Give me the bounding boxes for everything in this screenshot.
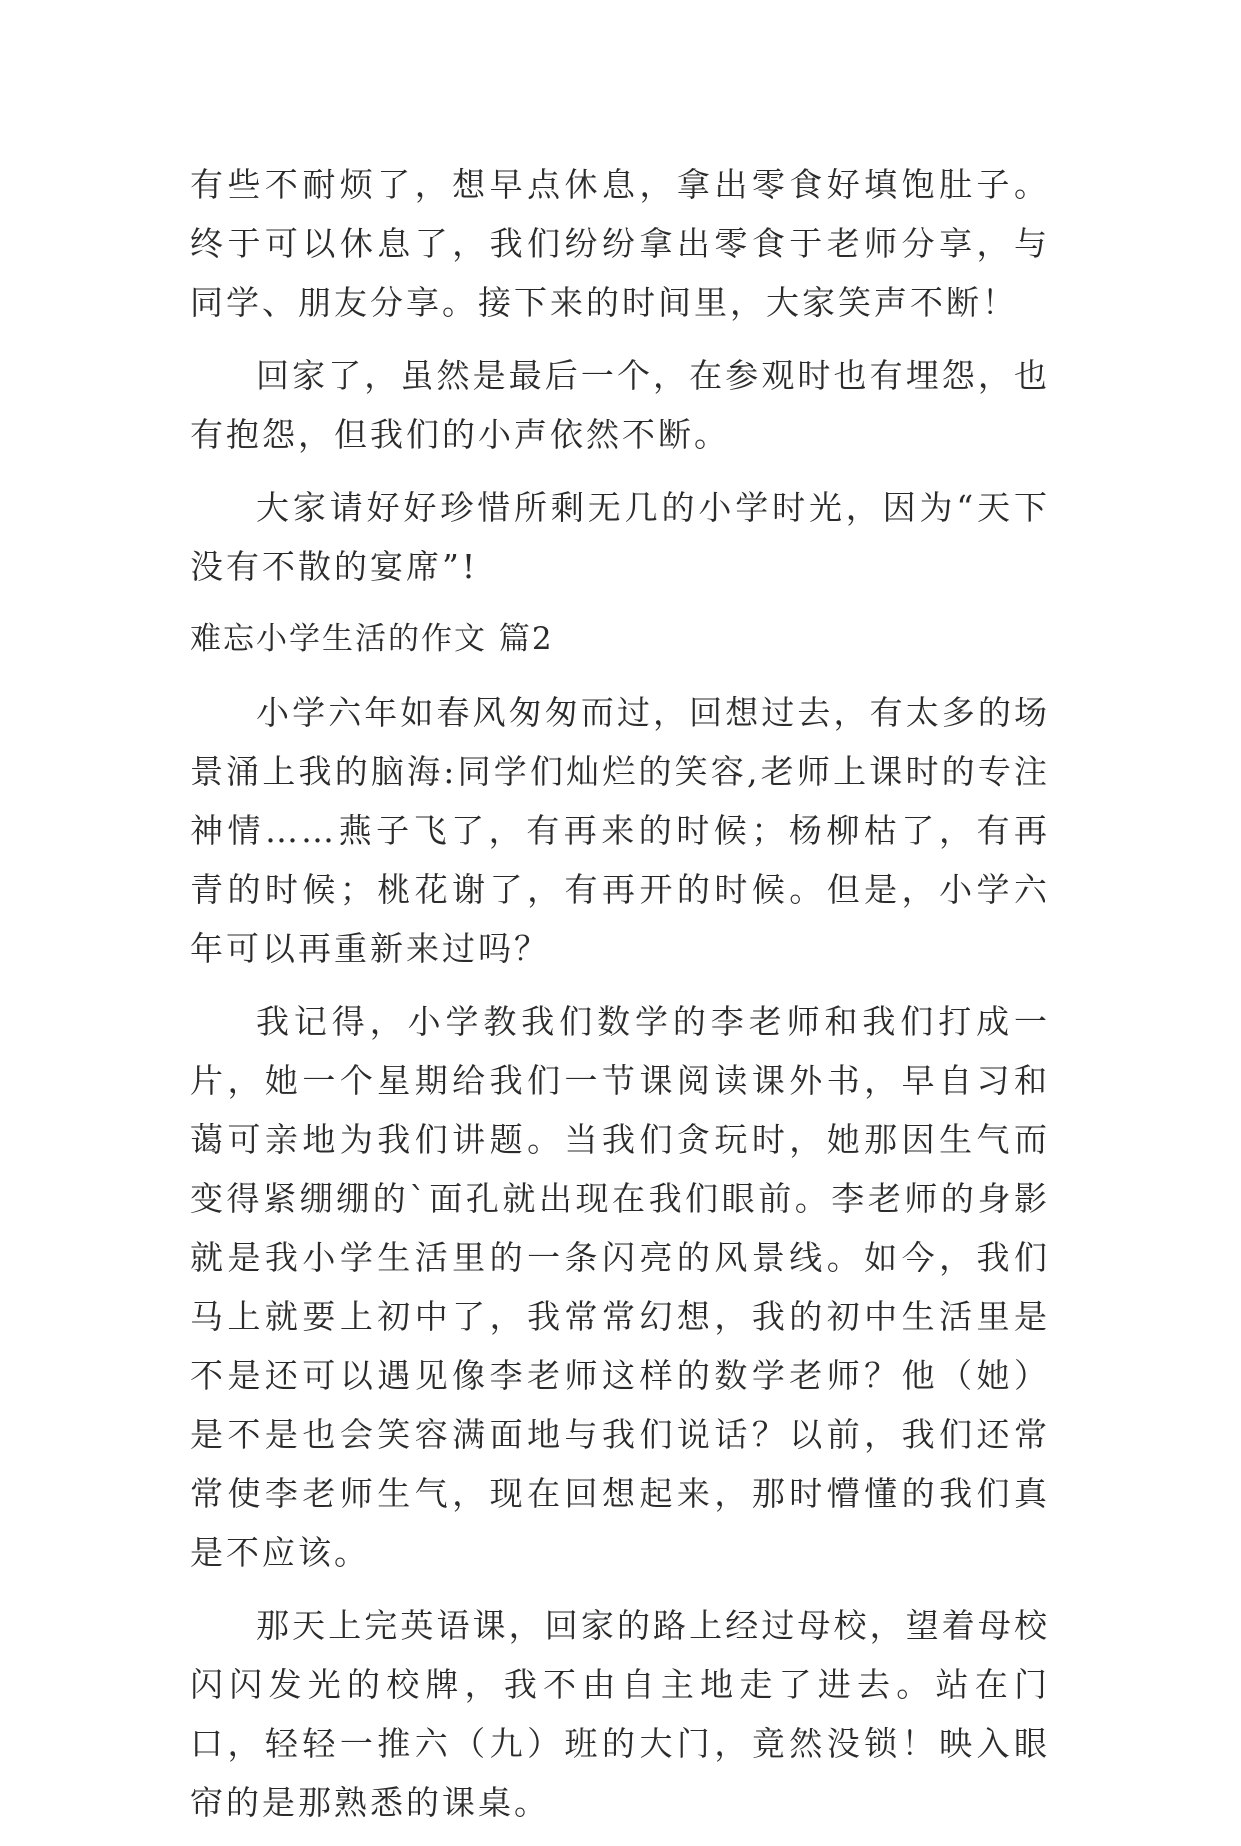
paragraph-teacher-li: 我记得，小学教我们数学的李老师和我们打成一片，她一个星期给我们一节课阅读课外书，早自习和蔼可亲地为我们讲题。当我们贪玩时，她那因生气而变得紧绷绷的`面孔就出现在我们眼前。李老师的身影就是我小学生活里的一条闪亮的风景线。如今，我们马上就要上初中了，我常常幻想，我的初中生活里是不是还可以遇见像李老师这样的数学老师？他（她）是不是也会笑容满面地与我们说话？以前，我们还常常使李老师生气，现在回想起来，那时懵懂的我们真是不应该。	[190, 1002, 1050, 1572]
paragraph-visit-school: 那天上完英语课，回家的路上经过母校，望着母校闪闪发光的校牌，我不由自主地走了进去。站在门口，轻轻一推六（九）班的大门，竟然没锁！映入眼帘的是那熟悉的课桌。	[190, 1606, 1050, 1822]
paragraph-continued: 有些不耐烦了，想早点休息，拿出零食好填饱肚子。终于可以休息了，我们纷纷拿出零食于老师分享，与同学、朋友分享。接下来的时间里，大家笑声不断！	[190, 165, 1050, 322]
document-body	[190, 155, 1050, 1846]
paragraph-cherish-time: 大家请好好珍惜所剩无几的小学时光，因为“天下没有不散的宴席”!	[190, 488, 1050, 586]
paragraph-six-years: 小学六年如春风匆匆而过，回想过去，有太多的场景涌上我的脑海:同学们灿烂的笑容,老师上课时的专注神情……燕子飞了，有再来的时候；杨柳枯了，有再青的时候；桃花谢了，有再开的时候。但是，小学六年可以再重新来过吗？	[190, 693, 1050, 968]
section-heading: 难忘小学生活的作文 篇2	[190, 621, 554, 657]
paragraph-going-home: 回家了，虽然是最后一个，在参观时也有埋怨，也有抱怨，但我们的小声依然不断。	[190, 356, 1050, 454]
